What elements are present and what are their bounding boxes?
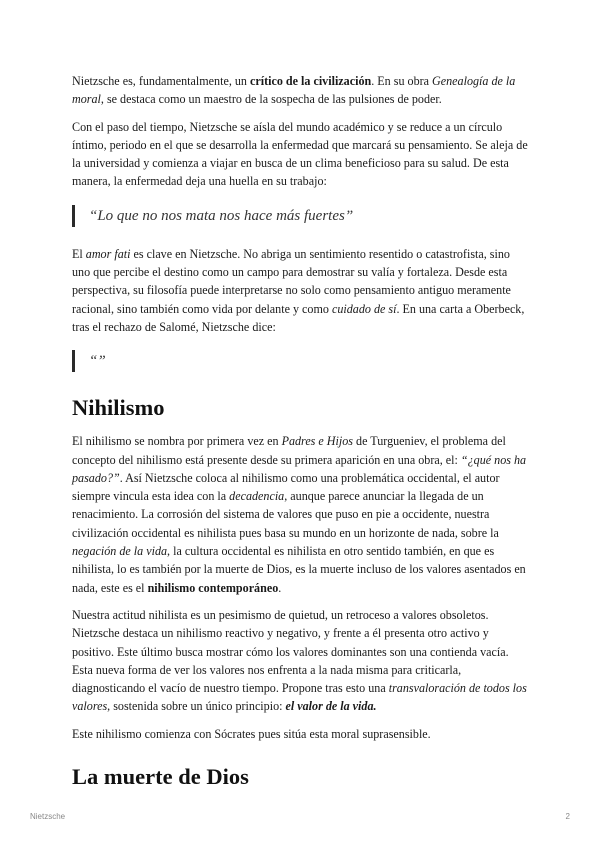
paragraph — [72, 432, 528, 597]
text-run: , aunque parece anunciar la llegada de un renacimiento. La corrosión del sistema de valores que puso en pie a occidente, nuestra civilización occidental es nihilista pues basa su mundo en un horizonte de nada, sobre la — [72, 489, 499, 540]
paragraph — [72, 725, 528, 743]
italic-text: amor fati — [85, 246, 131, 261]
text-run: Con el paso del tiempo, Nietzsche se aísla del mundo académico y se reduce a un círculo íntimo, periodo en el que se desarrolla la enfermedad que marcará su pensamiento. Se aleja de la universidad y comienza a viajar en busca de un clima beneficioso para su salud. De esta manera, la enfermedad deja una huella en su trabajo: — [72, 119, 528, 189]
blockquote: “Lo que no nos mata nos hace más fuertes” — [72, 205, 528, 227]
text-run: de Turgueniev, el problema del concepto del nihilismo está presente desde su primera aparición en una obra, el: — [72, 434, 506, 467]
bold-italic-text: el valor de la vida. — [285, 699, 377, 714]
section-heading-muerte-de-dios: La muerte de Dios — [72, 764, 249, 790]
italic-text: transvaloración de todos los valores — [72, 681, 527, 714]
footer-title: Nietzsche — [30, 812, 66, 821]
italic-text: cuidado de sí — [331, 301, 397, 316]
text-run: Nietzsche es, fundamentalmente, un — [72, 74, 250, 88]
text-run: El nihilismo se nombra por primera vez en — [72, 434, 282, 449]
paragraph — [72, 245, 528, 336]
italic-text: negación de la vida — [72, 544, 168, 559]
text-run: . En una carta a Oberbeck, tras el rechazo de Salomé, Nietzsche dice: — [72, 301, 525, 334]
italic-text: Padres e Hijos — [281, 434, 354, 449]
bold-text: nihilismo contemporáneo — [147, 580, 279, 595]
document-body — [72, 72, 528, 801]
bold-text: crítico de la civilización — [249, 74, 372, 88]
italic-text: decadencia — [229, 489, 285, 504]
text-run: , la cultura occidental es nihilista en otro sentido también, en que es nihilista, lo es también por la muerte de Dios, es la muerte incluso de los valores asentados en nada, este es el — [72, 544, 526, 595]
section-heading-nihilismo: Nihilismo — [72, 395, 165, 421]
text-run: . Así Nietzsche coloca al nihilismo como una problemática occidental, el autor siempre vincula esta idea con la — [72, 470, 500, 504]
page-number: 2 — [565, 812, 570, 821]
text-run: es clave en Nietzsche. No abriga un sentimiento resentido o catastrofista, sino uno que percibe el destino como un campo para demostrar su valía y fortaleza. Desde esta perspectiva, su filosofía puede interpretarse no solo como pensamiento antiguo meramente racional, sino también como vida por delante y como — [72, 246, 511, 316]
italic-text: “¿qué nos ha pasado?” — [72, 452, 527, 485]
paragraph — [72, 72, 528, 109]
text-run: , sostenida sobre un único principio: — [107, 699, 286, 714]
blockquote: “” — [72, 350, 528, 372]
text-run: Nuestra actitud nihilista es un pesimismo de quietud, un retroceso a valores obsoletos. Nietzsche destaca un nihilismo reactivo y negativo, y frente a él presenta otro activo y positivo. Este último busca mostrar cómo los valores dominantes son una contienda vacía. Esta nueva forma de ver los valores nos enfrenta a la nada misma para criticarla, diagnosticando el vacío de nuestro tiempo. Propone tras esto una — [72, 607, 509, 696]
text-run: El — [72, 246, 86, 261]
italic-text: Genealogía de la moral — [72, 74, 516, 107]
text-run: . — [278, 580, 282, 595]
paragraph — [72, 118, 528, 191]
text-run: , se destaca como un maestro de la sospecha de las pulsiones de poder. — [100, 92, 442, 107]
paragraph — [72, 606, 528, 716]
text-run: . En su obra — [371, 74, 433, 88]
text-run: Este nihilismo comienza con Sócrates pues sitúa esta moral suprasensible. — [72, 726, 431, 741]
